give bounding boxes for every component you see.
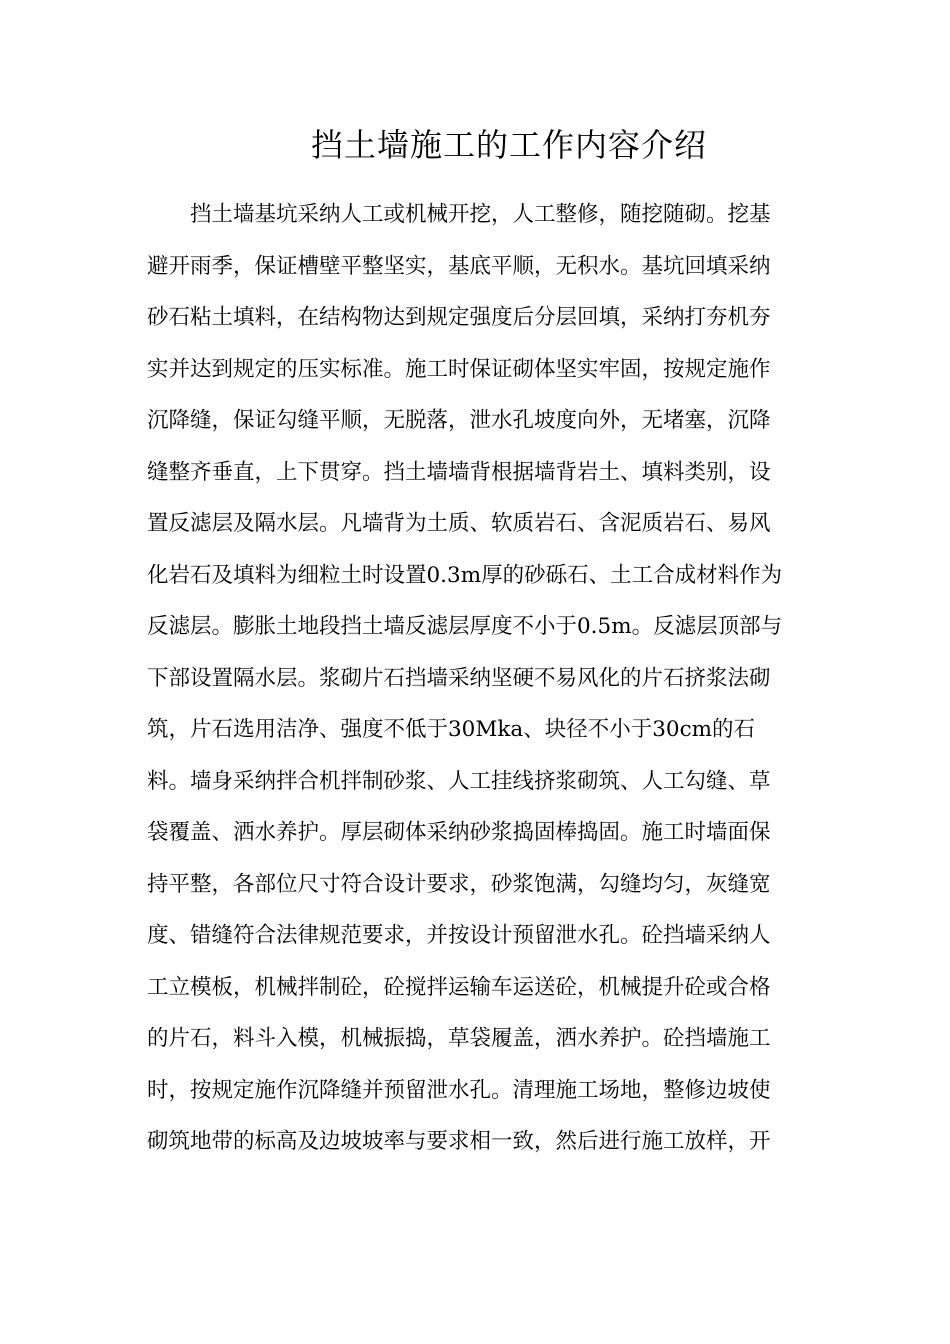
body-line: 砌筑地带的标高及边坡坡率与要求相一致，然后进行施工放样，开: [147, 1129, 771, 1154]
body-line: 实并达到规定的压实标准。施工时保证砌体坚实牢固，按规定施作: [147, 356, 771, 382]
body-line: 度、错缝符合法律规范要求，并按设计预留泄水孔。砼挡墙采纳人: [147, 923, 771, 948]
body-line: 袋覆盖、洒水养护。厚层砌体采纳砂浆捣固棒捣固。施工时墙面保: [147, 820, 771, 845]
body-line: 挡土墙基坑采纳人工或机械开挖，人工整修，随挖随砌。挖基: [190, 202, 771, 227]
document-body: [147, 194, 807, 1173]
body-line: 的片石，料斗入模，机械振捣，草袋履盖，洒水养护。砼挡墙施工: [147, 1026, 771, 1051]
body-line: 持平整，各部位尺寸符合设计要求，砂浆饱满，勾缝均匀，灰缝宽: [147, 871, 771, 897]
body-line: 置反滤层及隔水层。凡墙背为土质、软质岩石、含泥质岩石、易风: [147, 511, 771, 536]
body-line: 筑，片石选用洁净、强度不低于30Mka、块径不小于30cm的石: [147, 717, 756, 742]
body-line: 反滤层。膨胀土地段挡土墙反滤层厚度不小于0.5m。反滤层顶部与: [147, 614, 783, 639]
body-line: 缝整齐垂直，上下贯穿。挡土墙墙背根据墙背岩土、填料类别，设: [147, 459, 771, 485]
body-line: 料。墙身采纳拌合机拌制砂浆、人工挂线挤浆砌筑、人工勾缝、草: [147, 768, 771, 794]
body-line: 化岩石及填料为细粒土时设置0.3m厚的砂砾石、土工合成材料作为: [147, 562, 783, 588]
body-line: 下部设置隔水层。浆砌片石挡墙采纳坚硬不易风化的片石挤浆法砌: [147, 665, 771, 691]
body-line: 时，按规定施作沉降缝并预留泄水孔。清理施工场地，整修边坡使: [147, 1077, 771, 1103]
body-line: 避开雨季，保证槽壁平整坚实，基底平顺，无积水。基坑回填采纳: [147, 253, 771, 279]
body-line: 工立模板，机械拌制砼，砼搅拌运输车运送砼，机械提升砼或合格: [147, 974, 771, 1000]
document-title: 挡土墙施工的工作内容介绍: [310, 126, 707, 164]
body-line: 砂石粘土填料，在结构物达到规定强度后分层回填，采纳打夯机夯: [147, 305, 771, 330]
body-line: 沉降缝，保证勾缝平顺，无脱落，泄水孔坡度向外，无堵塞，沉降: [147, 408, 771, 433]
